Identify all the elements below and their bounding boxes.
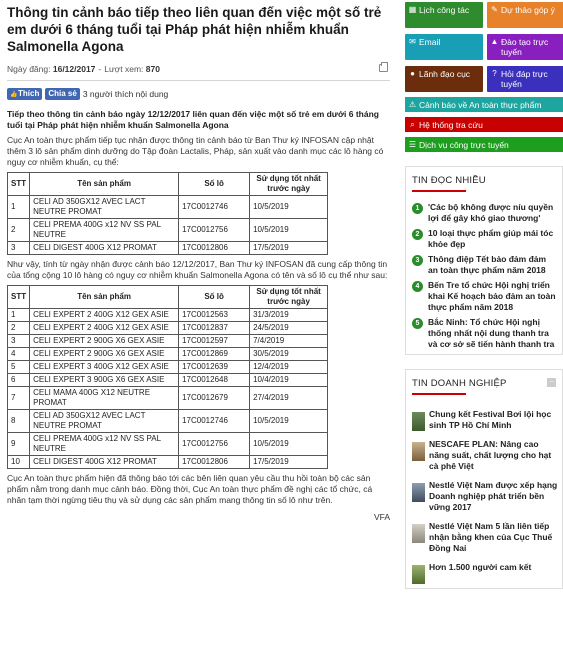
views-label: Lượt xem: xyxy=(104,64,144,74)
article-source: VFA xyxy=(373,512,390,522)
tile-calendar[interactable]: ▦ Lịch công tác xyxy=(405,2,483,28)
product-table-2 xyxy=(7,285,328,469)
cell-lot: 17C0012746 xyxy=(179,196,250,219)
cell-stt: 4 xyxy=(8,348,30,361)
tile-online-qa[interactable]: ? Hỏi đáp trực tuyến xyxy=(487,66,563,92)
view-count: 870 xyxy=(145,64,160,74)
cell-product: CELI DIGEST 400G X12 PROMAT xyxy=(30,456,179,469)
news-headline: Nestlé Việt Nam được xếp hạng Doanh nghiệp phát triển bền vững 2017 xyxy=(429,480,558,512)
calendar-icon: ▦ xyxy=(408,5,417,14)
business-news-title: TIN DOANH NGHIỆP xyxy=(412,370,558,401)
table-row xyxy=(8,219,328,242)
article-title: Thông tin cảnh báo tiếp theo liên quan đến việc một số trẻ em dưới 6 tháng tuổi tại Pháp phát hiện nhiễm khuẩn Salmonella Agona xyxy=(7,5,382,54)
cell-stt: 5 xyxy=(8,361,30,374)
cell-best-before: 27/4/2019 xyxy=(250,387,328,410)
print-icon[interactable] xyxy=(379,64,388,72)
cell-lot: 17C0012756 xyxy=(179,219,250,242)
business-news-item[interactable] xyxy=(412,521,558,554)
news-headline: Bắc Ninh: Tổ chức Hội nghị thống nhất nội dung thanh tra và cơ sở sẽ tiến hành thanh tra xyxy=(428,317,555,349)
meta-separator: - xyxy=(98,64,102,74)
cell-lot: 17C0012806 xyxy=(179,242,250,255)
comment-icon: ✎ xyxy=(491,5,498,14)
article-meta xyxy=(7,63,390,75)
cell-lot: 17C0012837 xyxy=(179,322,250,335)
email-icon: ✉ xyxy=(409,37,416,46)
post-date: 16/12/2017 xyxy=(52,64,96,74)
cell-product: CELI EXPERT 2 400G X12 GEX ASIE xyxy=(30,322,179,335)
news-thumbnail xyxy=(412,565,425,584)
date-label: Ngày đăng: xyxy=(7,64,51,74)
divider xyxy=(7,80,390,81)
sidebar xyxy=(405,0,563,667)
header-stt: STT xyxy=(8,173,30,196)
header-best-before: Sử dụng tốt nhất trước ngày xyxy=(250,286,328,309)
cell-best-before: 10/5/2019 xyxy=(250,196,328,219)
warning-icon: ⚠ xyxy=(408,100,417,109)
tile-leadership[interactable]: ● Lãnh đạo cục xyxy=(405,66,483,92)
cell-best-before: 10/5/2019 xyxy=(250,433,328,456)
cell-product: CELI AD 350GX12 AVEC LACT NEUTRE PROMAT xyxy=(30,410,179,433)
rank-badge: 1 xyxy=(412,203,423,214)
cell-product: CELI EXPERT 3 400G X12 GEX ASIE xyxy=(30,361,179,374)
table-row xyxy=(8,410,328,433)
cell-product: CELI MAMA 400G X12 NEUTRE PROMAT xyxy=(30,387,179,410)
cell-product: CELI PREMA 400G x12 NV SS PAL NEUTRE xyxy=(30,219,179,242)
cell-stt: 8 xyxy=(8,410,30,433)
cell-stt: 3 xyxy=(8,242,30,255)
tile-online-training[interactable]: ▲ Đào tạo trực tuyến xyxy=(487,34,563,60)
cell-stt: 6 xyxy=(8,374,30,387)
tile-email[interactable]: ✉ Email xyxy=(405,34,483,60)
product-table-1 xyxy=(7,172,328,255)
food-safety-warning-link[interactable]: ⚠ Cảnh báo về An toàn thực phẩm xyxy=(405,97,563,112)
tile-draft-feedback[interactable]: ✎ Dự thảo góp ý xyxy=(487,2,563,28)
cell-product: CELI PREMA 400G x12 NV SS PAL NEUTRE xyxy=(30,433,179,456)
social-bar xyxy=(7,87,390,101)
article-paragraph-3: Cục An toàn thực phẩm hiện đã thông báo tới các bên liên quan yêu cầu thu hồi toàn bộ các sản phẩm nằm trong danh mục cảnh báo. Đồng thời, Cục An toàn thực phẩm đề nghị các tổ chức, cá nhân tạm thời ngừng tiêu thụ và sử dụng các sản phẩm mang thông tin số lô như trên. xyxy=(7,473,373,505)
like-button[interactable]: 👍 Thích xyxy=(7,88,42,100)
cell-product: CELI EXPERT 2 900G X6 GEX ASIE xyxy=(30,335,179,348)
cell-stt: 2 xyxy=(8,322,30,335)
cell-lot: 17C0012639 xyxy=(179,361,250,374)
news-headline: 10 loại thực phẩm giúp mái tóc khỏe đẹp xyxy=(428,228,554,249)
header-stt: STT xyxy=(8,286,30,309)
news-thumbnail xyxy=(412,412,425,431)
rank-badge: 3 xyxy=(412,255,423,266)
news-headline: Chung kết Festival Bơi lội học sinh TP Hồ Chí Minh xyxy=(429,409,552,430)
most-read-item[interactable] xyxy=(412,254,558,276)
table-row xyxy=(8,335,328,348)
header-lot: Số lô xyxy=(179,173,250,196)
cell-stt: 10 xyxy=(8,456,30,469)
cell-product: CELI AD 350GX12 AVEC LACT NEUTRE PROMAT xyxy=(30,196,179,219)
cell-stt: 2 xyxy=(8,219,30,242)
quick-links xyxy=(405,2,563,92)
cell-stt: 7 xyxy=(8,387,30,410)
cell-best-before: 10/5/2019 xyxy=(250,410,328,433)
cell-lot: 17C0012679 xyxy=(179,387,250,410)
cell-best-before: 10/4/2019 xyxy=(250,374,328,387)
news-thumbnail xyxy=(412,442,425,461)
cell-product: CELI EXPERT 2 900G X6 GEX ASIE xyxy=(30,348,179,361)
article-paragraph-1: Cục An toàn thực phẩm tiếp tục nhận được thông tin cảnh báo từ Ban Thư ký INFOSAN cập nhật thêm 3 lô sản phẩm dinh dưỡng do Tập đoàn Lactalis, Pháp, sản xuất vào danh mục các lô hàng có nguy cơ nhiễm khuẩn, cụ thể: xyxy=(7,135,384,167)
most-read-item[interactable] xyxy=(412,228,558,250)
header-lot: Số lô xyxy=(179,286,250,309)
search-icon: ⌕ xyxy=(410,119,415,129)
graduation-icon: ▲ xyxy=(490,37,499,46)
table-row xyxy=(8,456,328,469)
news-headline: Hơn 1.500 người cam kết xyxy=(429,562,532,572)
business-news-item[interactable] xyxy=(412,409,558,431)
most-read-box xyxy=(405,166,563,355)
thumbs-up-icon xyxy=(10,90,16,98)
cell-lot: 17C0012869 xyxy=(179,348,250,361)
news-headline: Nestlé Việt Nam 5 lần liên tiếp nhận bằng khen của Cục Thuế Đồng Nai xyxy=(429,521,553,553)
news-headline: Thông điệp Tết bảo đảm đảm an toàn thực phẩm năm 2018 xyxy=(428,254,547,275)
collapse-toggle[interactable]: − xyxy=(547,378,556,387)
cell-best-before: 7/4/2019 xyxy=(250,335,328,348)
cell-best-before: 10/5/2019 xyxy=(250,219,328,242)
table-header-row xyxy=(8,173,328,196)
cell-stt: 1 xyxy=(8,196,30,219)
share-button[interactable]: Chia sẻ xyxy=(45,88,79,100)
header-best-before: Sử dụng tốt nhất trước ngày xyxy=(250,173,328,196)
cell-stt: 1 xyxy=(8,309,30,322)
table-row xyxy=(8,348,328,361)
business-news-item[interactable] xyxy=(412,439,558,472)
table-row xyxy=(8,309,328,322)
most-read-item[interactable] xyxy=(412,317,558,350)
cell-product: CELI DIGEST 400G X12 PROMAT xyxy=(30,242,179,255)
table-row xyxy=(8,361,328,374)
cell-lot: 17C0012648 xyxy=(179,374,250,387)
table-row xyxy=(8,242,328,255)
news-thumbnail xyxy=(412,524,425,543)
table-header-row xyxy=(8,286,328,309)
leader-icon: ● xyxy=(410,69,415,78)
rank-badge: 5 xyxy=(412,318,423,329)
cell-lot: 17C0012746 xyxy=(179,410,250,433)
rank-badge: 2 xyxy=(412,229,423,240)
cell-best-before: 24/5/2019 xyxy=(250,322,328,335)
cell-lot: 17C0012563 xyxy=(179,309,250,322)
article-lead: Tiếp theo thông tin cảnh báo ngày 12/12/2017 liên quan đến việc một số trẻ em dưới 6 tháng tuổi tại Pháp phát hiện nhiễm khuẩn Salmonella Agona xyxy=(7,109,379,130)
cell-lot: 17C0012597 xyxy=(179,335,250,348)
header-product: Tên sản phẩm xyxy=(30,173,179,196)
lookup-system-link[interactable]: ⌕ Hệ thống tra cứu xyxy=(405,117,563,132)
table-row xyxy=(8,433,328,456)
table-row xyxy=(8,322,328,335)
most-read-item[interactable] xyxy=(412,202,558,224)
news-headline: NESCAFE PLAN: Nâng cao năng suất, chất lượng cho hạt cà phê Việt xyxy=(429,439,552,471)
news-thumbnail xyxy=(412,483,425,502)
like-count-note: 3 người thích nội dung xyxy=(82,88,169,99)
cell-lot: 17C0012756 xyxy=(179,433,250,456)
header-product: Tên sản phẩm xyxy=(30,286,179,309)
cell-best-before: 17/5/2019 xyxy=(250,242,328,255)
news-headline: 'Các bộ không được níu quyền lợi để gây khó giao thương' xyxy=(428,202,554,223)
business-news-box xyxy=(405,369,563,589)
news-headline: Bến Tre tổ chức Hội nghị triển khai Kế hoạch bảo đảm an toàn thực phẩm năm 2018 xyxy=(428,280,556,312)
rank-badge: 4 xyxy=(412,281,423,292)
service-icon: ☰ xyxy=(408,140,417,149)
cell-product: CELI EXPERT 2 400G X12 GEX ASIE xyxy=(30,309,179,322)
cell-stt: 3 xyxy=(8,335,30,348)
table-row xyxy=(8,374,328,387)
most-read-title: TIN ĐỌC NHIỀU xyxy=(412,167,558,198)
table-row xyxy=(8,387,328,410)
cell-stt: 9 xyxy=(8,433,30,456)
cell-best-before: 30/5/2019 xyxy=(250,348,328,361)
cell-best-before: 17/5/2019 xyxy=(250,456,328,469)
cell-best-before: 31/3/2019 xyxy=(250,309,328,322)
online-public-service-link[interactable]: ☰ Dịch vụ công trực tuyến xyxy=(405,137,563,152)
business-news-item[interactable] xyxy=(412,562,558,584)
cell-best-before: 12/4/2019 xyxy=(250,361,328,374)
table-row xyxy=(8,196,328,219)
most-read-item[interactable] xyxy=(412,280,558,313)
cell-lot: 17C0012806 xyxy=(179,456,250,469)
article-paragraph-2: Như vậy, tính từ ngày nhận được cảnh báo 12/12/2017, Ban Thư ký INFOSAN đã cung cấp thông tin của tổng cộng 10 lô hàng có nguy cơ nhiễm khuẩn Salmonella Agona có tên và số lô cụ thể như sau: xyxy=(7,259,388,280)
business-news-item[interactable] xyxy=(412,480,558,513)
cell-product: CELI EXPERT 3 900G X6 GEX ASIE xyxy=(30,374,179,387)
question-icon: ? xyxy=(492,69,497,78)
